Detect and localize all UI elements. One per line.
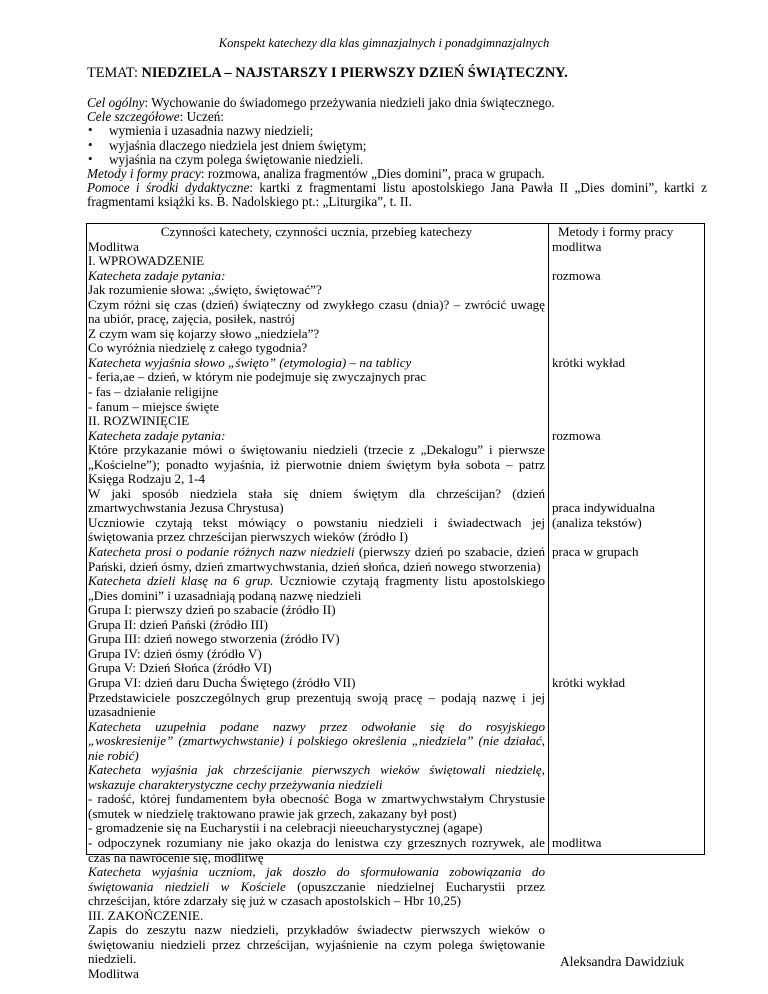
specific-goals (87, 110, 707, 124)
table-row: Modlitwa (88, 238, 139, 254)
page-header: Konspekt katechezy dla klas gimnazjalnych i ponadgimnazjalnych (218, 36, 550, 50)
topic-title: NIEDZIELA – NAJSTARSZY I PIERWSZY DZIEŃ ŚWIĄTECZNY. (141, 65, 568, 81)
table-row: Grupa VI: dzień daru Ducha Świętego (źródło VII) (88, 674, 356, 690)
table-row: Przedstawiciele poszczególnych grup prezentują swoją pracę – podają nazwę i jej uzasadnienie (88, 689, 545, 720)
table-row: Co wyróżnia niedzielę z całego tygodnia? (88, 340, 308, 356)
table-row: II. ROZWINIĘCIE (88, 413, 190, 429)
table-row (88, 545, 545, 574)
method-label: modlitwa (552, 238, 602, 254)
column-header-methods: Metody i formy pracy (558, 224, 674, 239)
table-row (88, 574, 545, 603)
table-row: Zapis do zeszytu nazw niedzieli, przykładów świadectw pierwszych wieków o świętowaniu niedzieli przez chrześcijan, wyjaśnienie na czym polega świętowanie niedzieli. (88, 922, 545, 967)
general-goal-label: Cel ogólny (87, 95, 145, 110)
table-row: Które przykazanie mówi o świętowaniu niedzieli (trzecie z „Dekalogu” i pierwsze „Kościelne”); ponadto wyjaśnia, iż pierwotnie dniem świętym była sobota – patrz Księga Rodzaju 2, 1-4 (88, 442, 545, 487)
table-row: - fanum – miejsce święte (88, 398, 219, 414)
row-italic-part: Katecheta prosi o podanie różnych nazw niedzieli (88, 544, 355, 560)
row-italic-part: Katecheta wyjaśnia uczniom, jak doszło do sformułowania zobowiązania do świętowania niedzieli w Kościele (88, 864, 545, 894)
table-row: I. WPROWADZENIE (88, 253, 205, 269)
methods-label: Metody i formy pracy (87, 166, 201, 182)
table-row: - gromadzenie się na Eucharystii i na celebracji nieeucharystycznej (agape) (88, 820, 483, 836)
methods-text: : rozmowa, analiza fragmentów „Dies domini”, praca w grupach. (200, 166, 545, 182)
table-row (88, 865, 545, 909)
goals-list (87, 124, 707, 167)
table-row: Modlitwa (88, 965, 139, 981)
table-row: III. ZAKOŃCZENIE. (88, 907, 204, 923)
table-row: - odpoczynek rozumiany nie jako okazja do lenistwa czy grzesznych rozrywek, ale czas na nawrócenie się, modlitwę (88, 834, 545, 865)
aids-line (87, 181, 707, 209)
methods-column (550, 225, 702, 853)
method-label: modlitwa (552, 835, 602, 851)
aids-text: : kartki z fragmentami listu apostolskiego Jana Pawła II „Dies domini”, kartki z fragmentami książki ks. B. Nadolskiego pt.: „Liturgika”, t. II. (87, 180, 707, 210)
table-row: Katecheta zadaje pytania: (88, 267, 226, 283)
table-row: Z czym wam się kojarzy słowo „niedziela”? (88, 325, 320, 341)
table-row: - fas – działanie religijne (88, 384, 219, 400)
table-row: Katecheta wyjaśnia jak chrześcijanie pierwszych wieków świętowali niedzielę, wskazuje charakterystyczne cechy przeżywania niedzieli (88, 762, 545, 792)
topic-label: TEMAT: (87, 65, 138, 81)
list-item: • wyjaśnia dlaczego niedziela jest dniem świętym; (87, 139, 707, 153)
method-label: krótki wykład (552, 675, 626, 691)
aids-label: Pomoce i środki dydaktyczne (87, 180, 250, 196)
table-row: - radość, której fundamentem była obecność Boga w zmartwychwstałym Chrystusie (smutek w niedzielę traktowano prawie jak grzech, zakazany był post) (88, 791, 545, 821)
list-item: • wyjaśnia na czym polega świętowanie niedzieli. (87, 153, 707, 167)
table-row: Jak rozumienie słowa: „święto, świętować”? (88, 282, 322, 298)
column-divider (548, 224, 549, 854)
table-row: Uczniowie czytają tekst mówiący o powstaniu niedzieli i świadectwach jej świętowania przez chrześcijan pierwszych wieków (źródło I) (88, 514, 545, 545)
table-row: - feria,ae – dzień, w którym nie podejmuje się zwyczajnych prac (88, 369, 427, 385)
specific-goals-text: : Uczeń: (179, 109, 224, 125)
method-label: praca indywidualna (552, 500, 655, 516)
table-row: Czym różni się czas (dzień) świąteczny od zwykłego czasu (dnia)? – zwrócić uwagę na ubiór, pracę, zajęcia, posiłek, nastrój (88, 296, 545, 327)
table-row: Katecheta zadaje pytania: (88, 427, 226, 443)
table-row: Grupa IV: dzień ósmy (źródło V) (88, 645, 262, 661)
specific-goals-label: Cele szczegółowe (87, 109, 180, 125)
list-item: • wymienia i uzasadnia nazwy niedzieli; (87, 124, 707, 138)
methods-line (87, 167, 707, 181)
table-row: W jaki sposób niedziela stała się dniem świętym dla chrześcijan? (dzień zmartwychwstania Jezusa Chrystusa) (88, 485, 545, 516)
method-label: rozmowa (552, 427, 601, 443)
row-plain-part: (opuszczanie niedzielnej Eucharystii przez chrześcijan, które zdarzały się już w czasach apostolskich – Hbr 10,25) (88, 878, 545, 909)
author-signature: Aleksandra Dawidziuk (560, 954, 685, 969)
table-row: Grupa III: dzień nowego stworzenia (źródło IV) (88, 631, 340, 647)
row-italic-part: Katecheta dzieli klasę na 6 grup. (88, 573, 274, 589)
column-header-activities: Czynności katechety, czynności ucznia, przebieg katechezy (160, 224, 473, 239)
method-label: praca w grupach (552, 544, 639, 560)
method-label: (analiza tekstów) (552, 515, 642, 530)
table-row: Katecheta wyjaśnia słowo „święto” (etymologia) – na tablicy (88, 354, 412, 370)
general-goal (87, 96, 707, 110)
table-row: Grupa V: Dzień Słońca (źródło VI) (88, 660, 272, 676)
table-row: Grupa I: pierwszy dzień po szabacie (źródło II) (88, 602, 336, 618)
table-row: Katecheta uzupełnia podane nazwy przez odwołanie się do rosyjskiego „woskresienije” (zmartwychwstanie) i polskiego określenia „niedziela” (nie działać, nie robić) (88, 718, 545, 763)
row-plain-part: Uczniowie czytają fragmenty listu apostolskiego „Dies domini” i uzasadniają podaną nazwę niedzieli (88, 573, 545, 603)
method-label: krótki wykład (552, 354, 626, 370)
activities-column (88, 225, 545, 981)
general-goal-text: : Wychowanie do świadomego przeżywania niedzieli jako dnia świątecznego. (144, 95, 555, 110)
table-row: Grupa II: dzień Pański (źródło III) (88, 616, 268, 632)
topic-line (87, 65, 568, 82)
row-plain-part: (pierwszy dzień po szabacie, dzień Pański, dzień ósmy, dzień zmartwychwstania, dzień słońca, dzień nowego stworzenia) (88, 544, 545, 574)
intro-section (87, 96, 707, 210)
method-label: rozmowa (552, 267, 601, 283)
